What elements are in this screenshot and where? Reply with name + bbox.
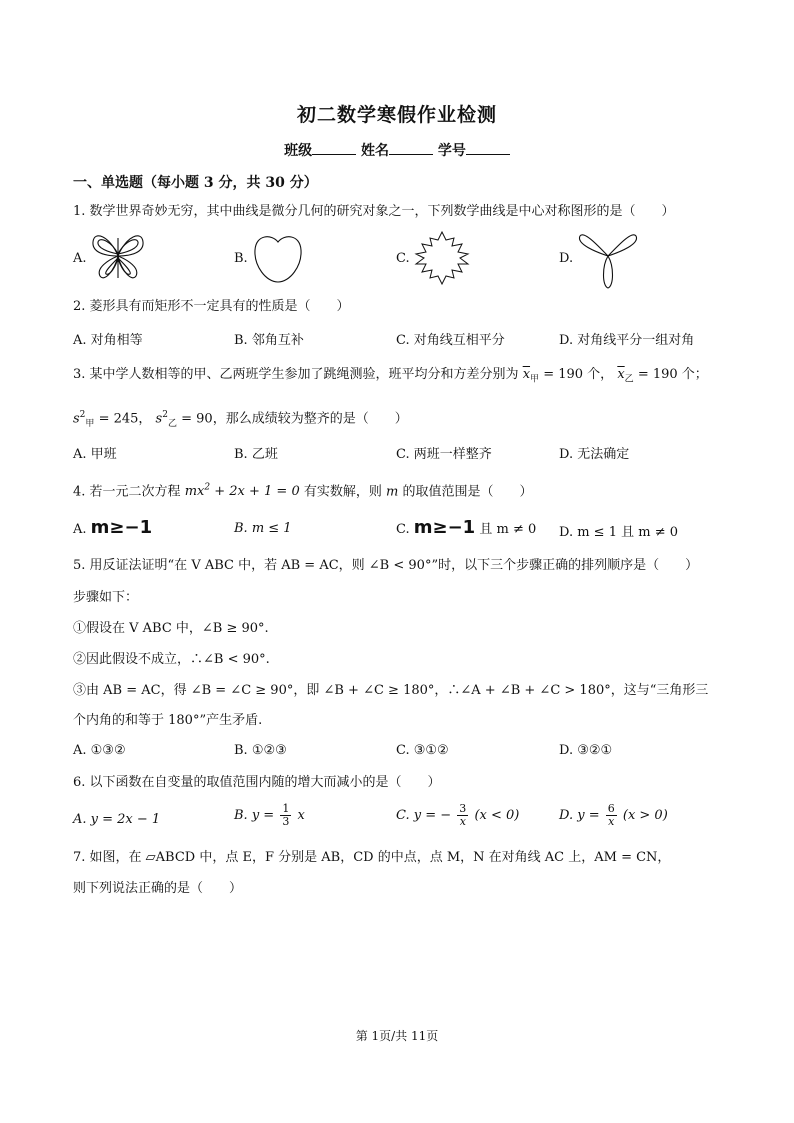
- three-leaf-rose-curve-icon: [576, 226, 640, 290]
- q3-jia-sub2: 甲: [85, 418, 95, 429]
- q5-step3-line2: 个内角的和等于 180°”产生矛盾.: [73, 713, 263, 728]
- q3-option-d: D. 无法确定: [559, 447, 630, 462]
- q3-mean-jia-symbol: $\overline{x}$: [522, 367, 531, 382]
- q3-jia-subscript: 甲: [530, 374, 540, 385]
- q3-sq2: 2: [162, 410, 168, 420]
- student-info-line: [0, 140, 794, 160]
- q7-line2: 则下列说法正确的是（ ）: [73, 881, 243, 896]
- class-blank[interactable]: [312, 141, 356, 155]
- q5-step1: ①假设在 V ABC 中，∠B ≥ 90°.: [73, 621, 269, 636]
- q4-option-c-label: C.: [396, 522, 410, 537]
- q2-option-d: D. 对角线平分一组对角: [559, 333, 695, 348]
- q3-variance-jia-value: = 245，: [98, 411, 152, 427]
- q4-option-d: D. m ≤ 1 且 m ≠ 0: [559, 525, 678, 540]
- q6-option-b-pre: B. y =: [234, 808, 275, 823]
- q1-option-c-label: C.: [396, 251, 410, 266]
- q4-stem-a: 4. 若一元二次方程: [73, 484, 181, 500]
- q3-sq: 2: [79, 410, 86, 420]
- q3-stem-b: ，那么成绩较为整齐的是（ ）: [212, 411, 408, 427]
- q6-option-d: [559, 803, 668, 828]
- q4-stem: [73, 479, 533, 501]
- koch-snowflake-curve-icon: [412, 228, 472, 288]
- q3-option-a: A. 甲班: [73, 447, 117, 462]
- q3-mean-yi-value: = 190 个；: [637, 367, 708, 382]
- q6-option-c: [396, 803, 519, 828]
- butterfly-curve-icon: [90, 228, 146, 284]
- q4-option-c: [396, 517, 536, 538]
- q4-m-symbol: m: [386, 484, 399, 500]
- q6-option-a: A. y = 2x − 1: [73, 812, 161, 827]
- q1-option-a-label: A.: [73, 251, 87, 266]
- q3-yi-sub2: 乙: [167, 418, 177, 429]
- q2-option-a: A. 对角相等: [73, 333, 143, 348]
- q4-option-c-tail: 且 m ≠ 0: [479, 522, 537, 537]
- q3-option-c: C. 两班一样整齐: [396, 447, 492, 462]
- q5-stem: 5. 用反证法证明“在 V ABC 中，若 AB = AC，则 ∠B < 90°”时，以下三个步骤正确的排列顺序是（ ）: [73, 558, 699, 573]
- q4-stem-b: 有实数解，则: [303, 484, 382, 500]
- q3-line1: [73, 366, 708, 389]
- q6-option-b: [234, 803, 305, 828]
- q6-option-d-pre: D. y =: [559, 808, 600, 823]
- q4-option-a-label: A.: [73, 522, 87, 537]
- q5-option-a: A. ①③②: [73, 743, 126, 758]
- q2-stem: 2. 菱形具有而矩形不一定具有的性质是（ ）: [73, 299, 350, 314]
- q6-stem: 6. 以下函数在自变量的取值范围内随的增大而减小的是（ ）: [73, 775, 441, 790]
- q2-option-b: B. 邻角互补: [234, 333, 304, 348]
- q1-option-b-label: B.: [234, 251, 248, 266]
- q5-option-c: C. ③①②: [396, 743, 449, 758]
- q4-option-b: B. m ≤ 1: [234, 521, 292, 536]
- q4-stem-c: 的取值范围是（ ）: [402, 484, 533, 500]
- q3-mean-yi-symbol: $\overline{x}$: [617, 367, 625, 382]
- q1-option-d-label: D.: [559, 251, 574, 266]
- q4-option-c-math: m≥−1: [413, 517, 476, 538]
- number-blank[interactable]: [466, 141, 510, 155]
- q2-option-c: C. 对角线互相平分: [396, 333, 505, 348]
- q3-option-b: B. 乙班: [234, 447, 278, 462]
- q6-option-d-fraction: $\frac{6}{x}$: [607, 802, 615, 828]
- q5-option-d: D. ③②①: [559, 743, 613, 758]
- number-label: 学号: [437, 143, 466, 159]
- q6-option-d-post: (x > 0): [622, 808, 668, 823]
- q1-stem: 1. 数学世界奇妙无穷，其中曲线是微分几何的研究对象之一，下列数学曲线是中心对称图形的是（ ）: [73, 204, 675, 219]
- q4-option-a: [73, 517, 152, 538]
- page-title: 初二数学寒假作业检测: [296, 104, 497, 126]
- q6-option-b-post: x: [297, 808, 305, 823]
- cardioid-curve-icon: [250, 230, 306, 286]
- q4-equation: $mx^2 + 2x + 1 = 0$: [184, 483, 300, 500]
- q5-step2: ②因此假设不成立，∴∠B < 90°.: [73, 652, 270, 667]
- class-label: 班级: [284, 143, 313, 159]
- q6-option-c-pre: C. y = −: [396, 808, 452, 823]
- q7-line1: 7. 如图，在 ▱ABCD 中，点 E，F 分别是 AB，CD 的中点，点 M，N 在对角线 AC 上，AM = CN，: [73, 850, 671, 865]
- q6-option-b-fraction: $\frac{1}{3}$: [282, 802, 290, 828]
- section-heading: 一、单选题（每小题 3 分，共 30 分）: [73, 175, 318, 191]
- name-label: 姓名: [361, 143, 389, 159]
- q5-option-b: B. ①②③: [234, 743, 287, 758]
- q3-variance-yi-value: = 90: [181, 411, 213, 427]
- q3-stem-a: 3. 某中学人数相等的甲、乙两班学生参加了跳绳测验，班平均分和方差分别为: [73, 367, 519, 382]
- q3-variance-yi-symbol: s: [155, 411, 163, 427]
- q5-intro: 步骤如下：: [73, 590, 139, 605]
- q4-option-a-math: m≥−1: [90, 517, 153, 538]
- q6-option-c-fraction: $\frac{3}{x}$: [459, 802, 467, 828]
- q3-mean-jia-value: = 190 个，: [543, 367, 614, 382]
- q3-variance-jia-symbol: s: [73, 411, 80, 427]
- page-footer: 第 1页/共 11页: [355, 1029, 439, 1043]
- q3-line2: [73, 406, 408, 433]
- name-blank[interactable]: [389, 141, 433, 155]
- q3-yi-subscript: 乙: [624, 374, 634, 385]
- q6-option-c-post: (x < 0): [474, 808, 520, 823]
- q5-step3-line1: ③由 AB = AC，得 ∠B = ∠C ≥ 90°，即 ∠B + ∠C ≥ 180°，∴∠A + ∠B + ∠C > 180°，这与“三角形三: [73, 683, 709, 698]
